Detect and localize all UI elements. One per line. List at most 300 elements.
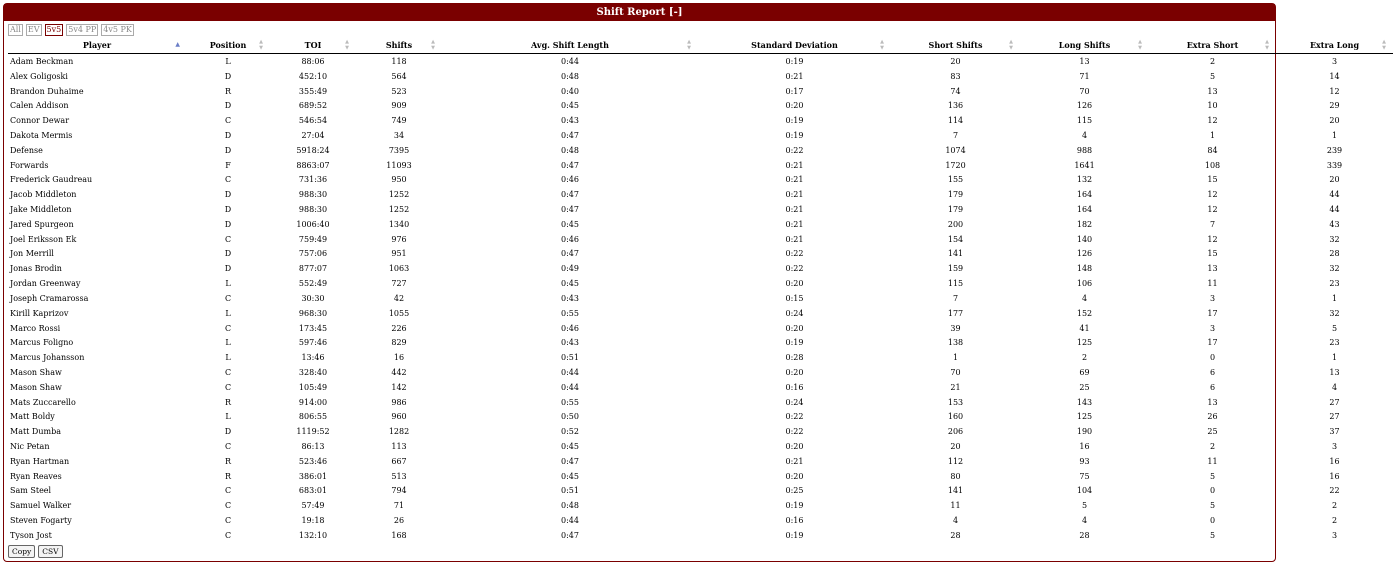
table-cell: 829 xyxy=(391,338,407,348)
table-cell: 1055 xyxy=(388,308,410,318)
column-header-label: Standard Deviation xyxy=(751,40,838,50)
table-cell: 43 xyxy=(1329,219,1340,229)
table-cell: 0:22 xyxy=(785,249,804,259)
table-cell: D xyxy=(224,205,232,215)
player-name-cell: Matt Dumba xyxy=(10,427,61,437)
table-cell: C xyxy=(224,501,232,511)
table-row xyxy=(8,424,1393,439)
column-header-standard-deviation[interactable] xyxy=(698,37,891,54)
table-cell: 523 xyxy=(391,86,407,96)
table-row xyxy=(8,410,1393,425)
sort-icon[interactable]: ▲▼ xyxy=(1008,39,1014,51)
table-cell: 0:20 xyxy=(785,323,804,333)
table-row xyxy=(8,232,1393,247)
table-cell: 0:19 xyxy=(785,501,804,511)
table-cell: 0:44 xyxy=(561,382,579,392)
sort-icon[interactable]: ▲▼ xyxy=(1137,39,1143,51)
table-cell: 12 xyxy=(1207,234,1218,244)
table-cell: C xyxy=(224,234,232,244)
table-cell: 0:22 xyxy=(785,264,804,274)
table-cell: D xyxy=(224,427,232,437)
table-cell: 28 xyxy=(1079,530,1090,540)
table-cell: 28 xyxy=(1329,249,1340,259)
table-cell: C xyxy=(224,323,232,333)
table-cell: 17 xyxy=(1207,338,1218,348)
table-cell: 7 xyxy=(1209,219,1216,229)
table-row xyxy=(8,54,1393,69)
shift-report-panel xyxy=(3,3,1387,562)
table-cell: C xyxy=(224,442,232,452)
table-cell: 3 xyxy=(1331,530,1338,540)
table-cell: 105:49 xyxy=(298,382,328,392)
table-cell: 75 xyxy=(1079,471,1090,481)
table-cell: 0:45 xyxy=(561,279,579,289)
table-cell: D xyxy=(224,219,232,229)
export-buttons xyxy=(8,545,63,558)
table-cell: 23 xyxy=(1329,279,1340,289)
table-cell: 0:21 xyxy=(785,205,804,215)
table-cell: 552:49 xyxy=(298,279,328,289)
table-row xyxy=(8,484,1393,499)
table-cell: L xyxy=(225,353,231,363)
table-cell: 0:46 xyxy=(561,234,579,244)
table-cell: 70 xyxy=(950,367,961,377)
table-cell: 14 xyxy=(1329,71,1340,81)
table-cell: 988:30 xyxy=(298,205,328,215)
table-cell: R xyxy=(224,397,232,407)
table-cell: 5 xyxy=(1081,501,1088,511)
player-name-cell: Marcus Johansson xyxy=(10,353,85,363)
table-cell: 15 xyxy=(1207,175,1218,185)
table-cell: 13 xyxy=(1207,397,1218,407)
table-cell: 16 xyxy=(1329,456,1340,466)
sort-icon[interactable]: ▲▼ xyxy=(686,39,692,51)
table-cell: 0:21 xyxy=(785,234,804,244)
table-cell: 386:01 xyxy=(298,471,328,481)
column-header-label: Short Shifts xyxy=(928,40,983,50)
table-cell: 0:19 xyxy=(785,338,804,348)
table-cell: 13 xyxy=(1329,367,1340,377)
player-name-cell: Alex Goligoski xyxy=(10,71,68,81)
filter-5v5[interactable]: 5v5 xyxy=(46,25,62,34)
table-cell: 206 xyxy=(947,427,964,437)
table-cell: 0 xyxy=(1209,516,1216,526)
table-cell: 1 xyxy=(1331,293,1338,303)
header-row xyxy=(8,37,1393,54)
table-cell: 0:47 xyxy=(561,249,579,259)
table-cell: 32 xyxy=(1329,308,1340,318)
player-name-cell: Connor Dewar xyxy=(10,116,70,126)
table-row xyxy=(8,261,1393,276)
table-cell: 177 xyxy=(947,308,964,318)
table-cell: C xyxy=(224,486,232,496)
table-cell: 179 xyxy=(947,190,964,200)
table-cell: 0:20 xyxy=(785,471,804,481)
player-name-cell: Mason Shaw xyxy=(10,382,62,392)
player-name-cell: Brandon Duhaime xyxy=(10,86,84,96)
table-cell: 3 xyxy=(1209,323,1216,333)
table-cell: 6 xyxy=(1209,367,1216,377)
table-cell: 546:54 xyxy=(298,116,328,126)
table-cell: 0:44 xyxy=(561,56,579,66)
table-cell: 74 xyxy=(950,86,961,96)
table-cell: 950 xyxy=(391,175,407,185)
table-cell: 0:21 xyxy=(785,456,804,466)
player-name-cell: Jon Merrill xyxy=(10,249,54,259)
table-cell: 0:15 xyxy=(785,293,804,303)
table-cell: 29 xyxy=(1329,101,1340,111)
table-cell: 794 xyxy=(391,486,407,496)
table-cell: 683:01 xyxy=(298,486,328,496)
table-cell: 115 xyxy=(1076,116,1093,126)
table-cell: 689:52 xyxy=(298,101,328,111)
table-cell: 11 xyxy=(950,501,961,511)
table-cell: D xyxy=(224,101,232,111)
table-cell: 20 xyxy=(1329,116,1340,126)
table-cell: 26 xyxy=(393,516,405,526)
table-cell: 13:46 xyxy=(301,353,325,363)
table-cell: 0:25 xyxy=(785,486,804,496)
table-cell: 452:10 xyxy=(298,71,328,81)
table-cell: 4 xyxy=(1081,516,1088,526)
table-cell: 2 xyxy=(1331,501,1338,511)
table-cell: 0:46 xyxy=(561,175,579,185)
table-row xyxy=(8,498,1393,513)
table-cell: 42 xyxy=(393,293,405,303)
table-cell: 7 xyxy=(952,293,959,303)
table-cell: 83 xyxy=(950,71,961,81)
table-cell: C xyxy=(224,367,232,377)
table-row xyxy=(8,98,1393,113)
table-cell: R xyxy=(224,471,232,481)
table-row xyxy=(8,380,1393,395)
table-cell: 0:47 xyxy=(561,205,579,215)
column-header-label: Player xyxy=(82,40,112,50)
table-cell: 1 xyxy=(1331,130,1338,140)
column-header-label: Extra Long xyxy=(1309,40,1360,50)
table-cell: 1340 xyxy=(388,219,410,229)
table-cell: 23 xyxy=(1329,338,1340,348)
table-cell: 11 xyxy=(1207,456,1218,466)
table-cell: 0:19 xyxy=(785,116,804,126)
csv-button[interactable]: CSV xyxy=(38,545,62,558)
table-cell: 0:46 xyxy=(561,323,579,333)
table-cell: 140 xyxy=(1076,234,1093,244)
column-header-long-shifts[interactable] xyxy=(1020,37,1149,54)
table-cell: D xyxy=(224,264,232,274)
table-cell: 0:22 xyxy=(785,412,804,422)
table-cell: C xyxy=(224,530,232,540)
table-row xyxy=(8,350,1393,365)
table-cell: R xyxy=(224,456,232,466)
player-name-cell: Matt Boldy xyxy=(10,412,55,422)
table-cell: 15 xyxy=(1207,249,1218,259)
table-cell: 20 xyxy=(950,442,961,452)
table-cell: 86:13 xyxy=(301,442,325,452)
table-cell: 70 xyxy=(1079,86,1090,96)
table-cell: 0:45 xyxy=(561,442,579,452)
player-name-cell: Kirill Kaprizov xyxy=(10,308,69,318)
table-cell: 749 xyxy=(391,116,407,126)
table-cell: 16 xyxy=(393,353,405,363)
table-cell: 988 xyxy=(1076,145,1093,155)
table-cell: 118 xyxy=(391,56,407,66)
filter-ev[interactable]: EV xyxy=(27,25,40,34)
table-cell: 0:19 xyxy=(785,56,804,66)
table-cell: 3 xyxy=(1331,56,1338,66)
table-cell: 26 xyxy=(1207,412,1218,422)
player-name-cell: Jake Middleton xyxy=(10,205,72,215)
table-cell: 0:22 xyxy=(785,145,804,155)
table-cell: 112 xyxy=(947,456,964,466)
table-cell: 1 xyxy=(1331,353,1338,363)
table-cell: 37 xyxy=(1329,427,1340,437)
table-cell: 182 xyxy=(1076,219,1093,229)
column-header-extra-long[interactable] xyxy=(1276,37,1393,54)
table-cell: 141 xyxy=(947,249,964,259)
table-cell: 328:40 xyxy=(298,367,328,377)
table-row xyxy=(8,113,1393,128)
table-cell: 148 xyxy=(1076,264,1093,274)
table-cell: 5 xyxy=(1209,471,1216,481)
table-cell: 71 xyxy=(393,501,405,511)
table-cell: 12 xyxy=(1207,205,1218,215)
player-name-cell: Jared Spurgeon xyxy=(10,219,74,229)
table-cell: 114 xyxy=(947,116,964,126)
table-cell: 27 xyxy=(1329,397,1340,407)
table-cell: 13 xyxy=(1207,264,1218,274)
column-header-label: Position xyxy=(209,40,247,50)
player-name-cell: Jonas Brodin xyxy=(10,264,62,274)
table-cell: 57:49 xyxy=(301,501,325,511)
table-cell: 19:18 xyxy=(301,516,325,526)
column-header-label: Extra Short xyxy=(1186,40,1239,50)
table-cell: 25 xyxy=(1207,427,1218,437)
player-name-cell: Dakota Mermis xyxy=(10,130,73,140)
table-cell: 0:47 xyxy=(561,456,579,466)
table-cell: 0:24 xyxy=(785,308,804,318)
table-row xyxy=(8,321,1393,336)
player-name-cell: Tyson Jost xyxy=(10,530,52,540)
table-cell: 12 xyxy=(1329,86,1340,96)
sort-icon[interactable]: ▲▼ xyxy=(1381,39,1387,51)
table-cell: 4 xyxy=(1081,130,1088,140)
table-cell: 12 xyxy=(1207,190,1218,200)
table-cell: 667 xyxy=(391,456,407,466)
column-header-extra-short[interactable] xyxy=(1149,37,1276,54)
table-cell: 0 xyxy=(1209,353,1216,363)
table-cell: 1074 xyxy=(945,145,966,155)
table-cell: 1 xyxy=(952,353,959,363)
table-cell: 968:30 xyxy=(298,308,328,318)
table-cell: 1641 xyxy=(1074,160,1095,170)
table-cell: 976 xyxy=(391,234,407,244)
table-cell: 80 xyxy=(950,471,961,481)
table-cell: L xyxy=(225,308,231,318)
table-row xyxy=(8,69,1393,84)
table-cell: 0:45 xyxy=(561,471,579,481)
table-cell: 523:46 xyxy=(298,456,328,466)
table-cell: 200 xyxy=(947,219,964,229)
table-cell: 1720 xyxy=(945,160,966,170)
table-cell: 32 xyxy=(1329,264,1340,274)
table-cell: 0:47 xyxy=(561,160,579,170)
table-cell: 0:43 xyxy=(561,338,579,348)
table-cell: 0:47 xyxy=(561,130,579,140)
table-cell: 0:17 xyxy=(785,86,804,96)
table-cell: 3 xyxy=(1209,293,1216,303)
table-cell: 25 xyxy=(1079,382,1090,392)
table-cell: 190 xyxy=(1076,427,1093,437)
table-cell: 115 xyxy=(947,279,964,289)
player-name-cell: Forwards xyxy=(10,160,49,170)
table-cell: 153 xyxy=(947,397,964,407)
sort-asc-icon[interactable]: ▲ xyxy=(175,41,180,48)
table-cell: 339 xyxy=(1326,160,1343,170)
strength-filters xyxy=(8,24,134,36)
table-row xyxy=(8,395,1393,410)
table-cell: 136 xyxy=(947,101,964,111)
table-cell: 0:28 xyxy=(785,353,804,363)
table-cell: 757:06 xyxy=(298,249,328,259)
table-cell: 0:48 xyxy=(561,501,579,511)
panel-title[interactable]: Shift Report [-] xyxy=(4,4,1275,21)
table-cell: 154 xyxy=(947,234,964,244)
column-header-shifts[interactable] xyxy=(356,37,442,54)
table-row xyxy=(8,158,1393,173)
table-cell: 0:45 xyxy=(561,101,579,111)
table-cell: 0:49 xyxy=(561,264,579,274)
table-cell: 7395 xyxy=(388,145,410,155)
column-header-short-shifts[interactable] xyxy=(891,37,1020,54)
table-row xyxy=(8,84,1393,99)
player-name-cell: Samuel Walker xyxy=(10,501,72,511)
sort-icon[interactable]: ▲▼ xyxy=(1264,39,1270,51)
table-cell: 0:24 xyxy=(785,397,804,407)
player-name-cell: Marcus Foligno xyxy=(10,338,74,348)
sort-icon[interactable]: ▲▼ xyxy=(879,39,885,51)
table-cell: D xyxy=(224,249,232,259)
table-cell: 0:55 xyxy=(561,308,579,318)
table-cell: 0:43 xyxy=(561,293,579,303)
table-cell: 1252 xyxy=(388,190,410,200)
table-cell: 44 xyxy=(1329,205,1340,215)
table-cell: 44 xyxy=(1329,190,1340,200)
table-cell: 69 xyxy=(1079,367,1090,377)
table-cell: 0:20 xyxy=(785,279,804,289)
table-cell: 6 xyxy=(1209,382,1216,392)
table-cell: 564 xyxy=(391,71,407,81)
table-cell: 759:49 xyxy=(298,234,328,244)
table-cell: 0:21 xyxy=(785,175,804,185)
table-cell: 132 xyxy=(1076,175,1093,185)
table-cell: 108 xyxy=(1204,160,1221,170)
sort-icon[interactable]: ▲▼ xyxy=(344,39,350,51)
table-row xyxy=(8,276,1393,291)
copy-button[interactable]: Copy xyxy=(8,545,35,558)
table-cell: D xyxy=(224,145,232,155)
table-cell: 4 xyxy=(1331,382,1338,392)
table-cell: 3 xyxy=(1331,442,1338,452)
table-cell: 13 xyxy=(1207,86,1218,96)
table-cell: 1 xyxy=(1209,130,1216,140)
table-cell: 168 xyxy=(391,530,407,540)
column-header-toi[interactable] xyxy=(270,37,356,54)
sort-icon[interactable]: ▲▼ xyxy=(430,39,436,51)
table-cell: 0 xyxy=(1209,486,1216,496)
table-row xyxy=(8,187,1393,202)
column-header-position[interactable] xyxy=(186,37,270,54)
table-cell: 226 xyxy=(391,323,407,333)
table-cell: C xyxy=(224,116,232,126)
sort-icon[interactable]: ▲▼ xyxy=(258,39,264,51)
table-cell: F xyxy=(225,160,231,170)
table-cell: 34 xyxy=(393,130,405,140)
filter-4v5-pk[interactable]: 4v5 PK xyxy=(103,25,132,34)
table-cell: 11093 xyxy=(386,160,412,170)
column-header-avg-shift-length[interactable] xyxy=(442,37,698,54)
player-name-cell: Ryan Reaves xyxy=(10,471,62,481)
filter-all[interactable]: All xyxy=(10,25,21,34)
table-cell: 2 xyxy=(1209,56,1216,66)
column-header-player[interactable] xyxy=(8,37,186,54)
table-row xyxy=(8,365,1393,380)
table-cell: 597:46 xyxy=(298,338,328,348)
table-cell: 5918:24 xyxy=(296,145,330,155)
table-cell: 126 xyxy=(1076,249,1093,259)
table-cell: 239 xyxy=(1326,145,1343,155)
table-cell: 41 xyxy=(1079,323,1090,333)
table-cell: 0:19 xyxy=(785,130,804,140)
table-cell: 988:30 xyxy=(298,190,328,200)
player-name-cell: Defense xyxy=(10,145,43,155)
table-cell: 12 xyxy=(1207,116,1218,126)
table-row xyxy=(8,291,1393,306)
table-row xyxy=(8,528,1393,543)
table-cell: C xyxy=(224,293,232,303)
table-cell: 0:21 xyxy=(785,190,804,200)
table-cell: 93 xyxy=(1079,456,1090,466)
table-cell: 0:21 xyxy=(785,219,804,229)
table-cell: 0:43 xyxy=(561,116,579,126)
table-cell: 160 xyxy=(947,412,964,422)
column-header-label: Avg. Shift Length xyxy=(531,40,609,50)
table-row xyxy=(8,247,1393,262)
table-cell: 16 xyxy=(1329,471,1340,481)
filter-5v4-pp[interactable]: 5v4 PP xyxy=(68,25,97,34)
table-cell: D xyxy=(224,71,232,81)
table-cell: 22 xyxy=(1329,486,1340,496)
table-cell: 0:21 xyxy=(785,160,804,170)
player-name-cell: Frederick Gaudreau xyxy=(10,175,93,185)
table-cell: 0:51 xyxy=(561,353,579,363)
table-cell: 513 xyxy=(391,471,407,481)
table-cell: 5 xyxy=(1331,323,1338,333)
table-row xyxy=(8,469,1393,484)
table-cell: 71 xyxy=(1079,71,1090,81)
player-name-cell: Ryan Hartman xyxy=(10,456,70,466)
table-cell: 2 xyxy=(1209,442,1216,452)
table-cell: 8863:07 xyxy=(296,160,330,170)
table-row xyxy=(8,306,1393,321)
table-cell: 84 xyxy=(1207,145,1218,155)
table-cell: C xyxy=(224,175,232,185)
table-cell: 0:16 xyxy=(785,382,804,392)
player-name-cell: Nic Petan xyxy=(10,442,50,452)
table-cell: 142 xyxy=(391,382,407,392)
table-cell: 0:40 xyxy=(561,86,579,96)
table-cell: 0:50 xyxy=(561,412,579,422)
